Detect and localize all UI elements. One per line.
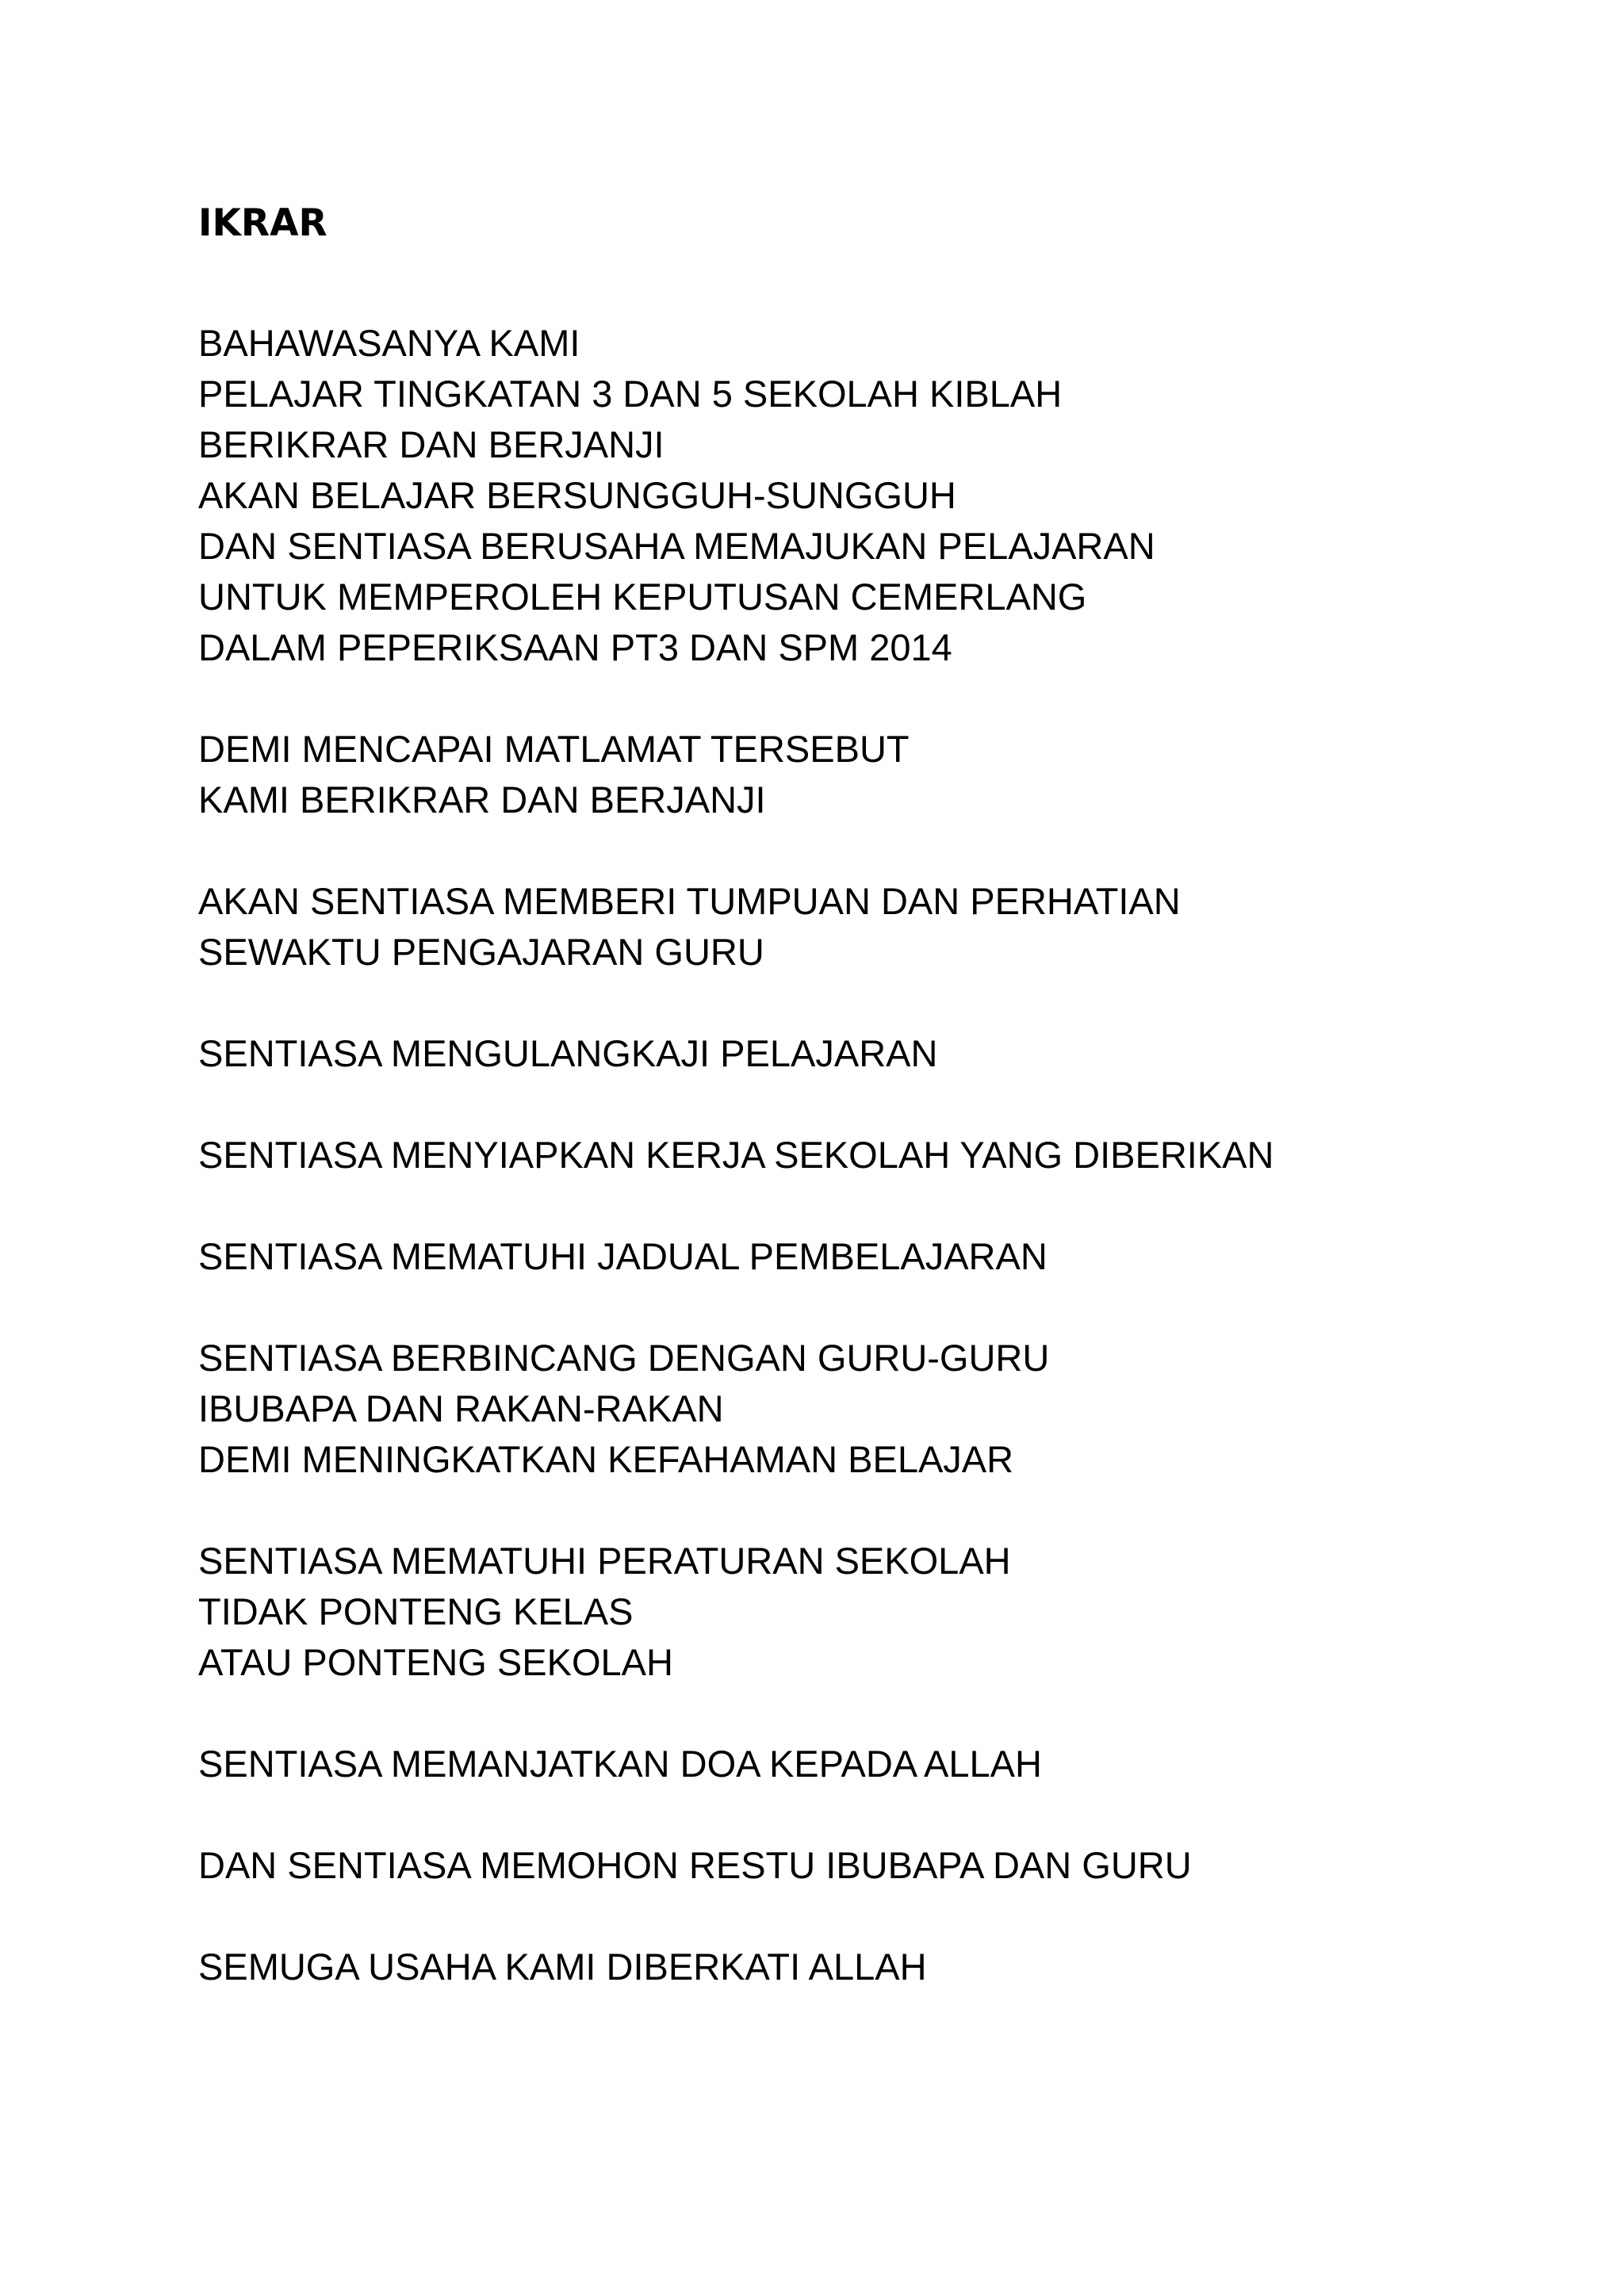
ikrar-line: IBUBAPA DAN RAKAN-RAKAN <box>198 1387 724 1429</box>
ikrar-line: DAN SENTIASA BERUSAHA MEMAJUKAN PELAJARAN <box>198 525 1155 567</box>
ikrar-line: PELAJAR TINGKATAN 3 DAN 5 SEKOLAH KIBLAH <box>198 373 1063 415</box>
ikrar-line: SENTIASA MEMATUHI PERATURAN SEKOLAH <box>198 1540 1011 1582</box>
ikrar-line: SENTIASA MENGULANGKAJI PELAJARAN <box>198 1032 938 1074</box>
ikrar-line: DEMI MENINGKATKAN KEFAHAMAN BELAJAR <box>198 1438 1014 1480</box>
ikrar-line: UNTUK MEMPEROLEH KEPUTUSAN CEMERLANG <box>198 576 1087 618</box>
ikrar-line: TIDAK PONTENG KELAS <box>198 1590 634 1632</box>
ikrar-line: AKAN SENTIASA MEMBERI TUMPUAN DAN PERHATIAN <box>198 880 1181 922</box>
ikrar-line: KAMI BERIKRAR DAN BERJANJI <box>198 779 766 821</box>
ikrar-line: ATAU PONTENG SEKOLAH <box>198 1641 673 1683</box>
ikrar-line: SENTIASA BERBINCANG DENGAN GURU-GURU <box>198 1337 1050 1379</box>
ikrar-line: DALAM PEPERIKSAAN PT3 DAN SPM 2014 <box>198 626 952 668</box>
ikrar-line: DEMI MENCAPAI MATLAMAT TERSEBUT <box>198 728 910 770</box>
ikrar-line: SENTIASA MENYIAPKAN KERJA SEKOLAH YANG DIBERIKAN <box>198 1134 1274 1176</box>
ikrar-line: DAN SENTIASA MEMOHON RESTU IBUBAPA DAN GURU <box>198 1844 1192 1886</box>
ikrar-line: SENTIASA MEMATUHI JADUAL PEMBELAJARAN <box>198 1235 1048 1277</box>
ikrar-line: BAHAWASANYA KAMI <box>198 322 580 364</box>
ikrar-line: BERIKRAR DAN BERJANJI <box>198 423 665 465</box>
document-title: IKRAR <box>198 201 327 245</box>
ikrar-line: AKAN BELAJAR BERSUNGGUH-SUNGGUH <box>198 474 956 516</box>
ikrar-line: SENTIASA MEMANJATKAN DOA KEPADA ALLAH <box>198 1743 1042 1785</box>
ikrar-line: SEWAKTU PENGAJARAN GURU <box>198 931 764 973</box>
ikrar-line: SEMUGA USAHA KAMI DIBERKATI ALLAH <box>198 1946 927 1988</box>
